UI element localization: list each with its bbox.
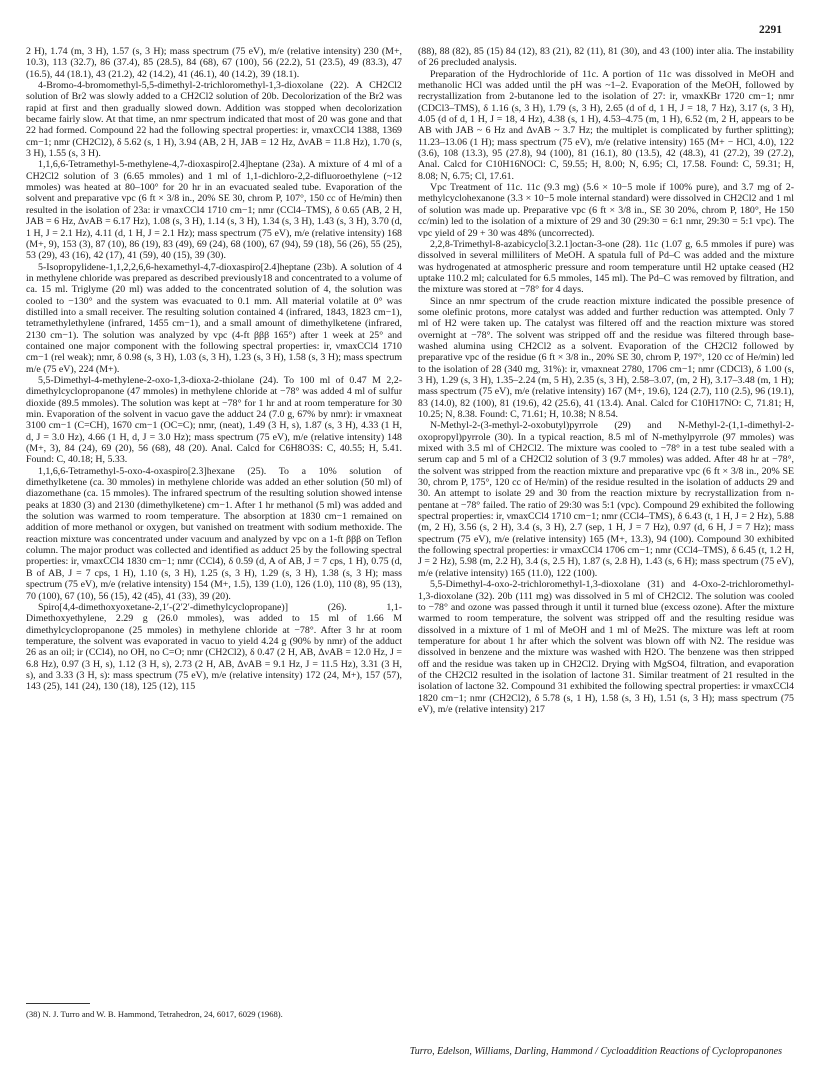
footnote: (38) N. J. Turro and W. B. Hammond, Tetrahedron, 24, 6017, 6029 (1968). [26, 1009, 283, 1019]
paragraph: 2 H), 1.74 (m, 3 H), 1.57 (s, 3 H); mass spectrum (75 eV), m/e (relative intensity) 230 (M+, 10.3), 113 (32.7), 86 (37.4), 85 (28.5), 84 (68), 67 (100), 56 (22.2), 51 (23.5), 49 (83.3), 47 (16.5), 44 (18.1), 43 (21.2), 42 (14.2), 41 (46.1), 40 (14.2), 39 (18.1). [26, 46, 402, 80]
running-footer: Turro, Edelson, Williams, Darling, Hammond / Cycloaddition Reactions of Cyclopropanones [409, 1046, 782, 1057]
paragraph: 5,5-Dimethyl-4-oxo-2-trichloromethyl-1,3-dioxolane (31) and 4-Oxo-2-trichloromethyl-1,3-dioxolane (32). 20b (111 mg) was dissolved in 5 ml of CH2Cl2. The solution was cooled to −78° and ozone was passed through it until it turned blue (excess ozone). After the mixture warmed to room temperature, the solvent was stripped off and the resulting residue was dissolved in a mixture of 1 ml of MeOH and 1 ml of Me2S. The mixture was left at room temperature for about 1 hr after which the solvent was blown off with N2. The residue was dissolved in benzene and the mixture was washed with H2O. The benzene was then stripped off and the residue was taken up in CH2Cl2. Drying with MgSO4, filtration, and evaporation of the CH2Cl2 resulted in the isolation of lactone 31. Similar treatment of 21 resulted in the isolation of lactone 32. Compound 31 exhibited the following spectral properties: ir νmaxCCl4 1820 cm−1; nmr (CH2Cl2), δ 5.78 (s, 1 H), 1.58 (s, 3 H), 1.51 (s, 3 H); mass spectrum (75 eV), m/e (relative intensity) 217 [418, 579, 794, 715]
paragraph: 2,2,8-Trimethyl-8-azabicyclo[3.2.1]octan-3-one (28). 11c (1.07 g, 6.5 mmoles if pure) was dissolved in several milliliters of MeOH. A spatula full of Pd–C was added and the mixture was hydrogenated at atmospheric pressure and room temperature until H2 uptake ceased (H2 uptake 110.2 ml; calculated for 6.5 mmoles, 145 ml). The Pd–C was removed by filtration, and the mixture was stored at −78° for 4 days. [418, 238, 794, 296]
paragraph: (88), 88 (82), 85 (15) 84 (12), 83 (21), 82 (11), 81 (30), and 43 (100) inter alia. The instability of 26 precluded analysis. [418, 46, 794, 69]
footnote-divider [26, 1003, 90, 1004]
left-column [26, 46, 402, 693]
paragraph: 4-Bromo-4-bromomethyl-5,5-dimethyl-2-trichloromethyl-1,3-dioxolane (22). A CH2Cl2 solution of Br2 was slowly added to a CH2Cl2 solution of 20b. Decolorization of the Br2 was rapid at first and then gradually slowed down. Addition was stopped when decolorization became fairly slow. At that time, an nmr spectrum indicated that most of 20 was gone and that 22 had formed. Compound 22 had the following spectral properties: ir, νmaxCCl4 1388, 1369 cm−1; nmr (CH2Cl2), δ 5.62 (s, 1 H), 3.94 (AB, 2 H, JAB = 12 Hz, ΔνAB = 11.8 Hz), 1.70 (s, 3 H), 1.55 (s, 3 H). [26, 80, 402, 160]
paragraph: 1,1,6,6-Tetramethyl-5-oxo-4-oxaspiro[2.3]hexane (25). To a 10% solution of dimethylketene (ca. 30 mmoles) in methylene chloride was added an ether solution (50 ml) of diazomethane (ca. 15 mmoles). The infrared spectrum of the resulting solution showed intense peaks at 1830 (3) and 2130 (dimethylketene) cm−1. After 1 hr methanol (5 ml) was added and the solution was warmed to room temperature. The absorption at 1830 cm−1 remained on addition of more methanol or oxygen, but vanished on treatment with sodium methoxide. The reaction mixture was concentrated under vacuum and analyzed by vpc on a 1-ft βββ on Teflon column. The major product was collected and identified as adduct 25 by the following spectral properties: ir, νmaxCCl4 1830 cm−1; nmr (CCl4), δ 0.59 (d, A of AB, J = 7 cps, 1 H), 0.75 (d, B of AB, J = 7 cps, 1 H), 1.10 (s, 3 H), 1.25 (s, 3 H), 1.29 (s, 3 H), 1.38 (s, 3 H); mass spectrum (75 eV), m/e (relative intensity) 154 (M+, 1.5), 139 (1.0), 126 (1.0), 110 (8), 95 (13), 70 (100), 67 (10), 56 (15), 42 (45), 41 (33), 39 (20). [26, 465, 402, 602]
paragraph: 5-Isopropylidene-1,1,2,2,6,6-hexamethyl-4,7-dioxaspiro[2.4]heptane (23b). A solution of 4 in methylene chloride was prepared as described previously18 and concentrated to a volume of ca. 15 ml. Triglyme (20 ml) was added to the concentrated solution of 4, the solution was cooled to −130° and the system was evacuated to 0.1 mm. All material volatile at 0° was distilled into a small receiver. The resulting solution contained 4 (infrared, 1843, 1823 cm−1), tetramethylethylene (infrared, 1455 cm−1), and a small amount of dimethylketene (infrared, 2130 cm−1). The solution was analyzed by vpc (4-ft βββ 165°) after 1 week at 25° and contained one major component with the following spectral properties: ir, νmaxCCl4 1710 cm−1 (rel weak); nmr, δ 0.98 (s, 3 H), 1.03 (s, 3 H), 1.23 (s, 3 H), 1.58 (s, 3 H); mass spectrum m/e (75 eV), 224 (M+). [26, 261, 402, 375]
paragraph: Since an nmr spectrum of the crude reaction mixture indicated the possible presence of some olefinic protons, more catalyst was added and further reduction was attempted. Only 7 ml of H2 were taken up. The catalyst was filtered off and the reaction mixture was stored overnight at −78°. The solvent was stripped off and the residue was filtered through base-washed alumina using CH2Cl2 as a solvent. Evaporation of the CH2Cl2 followed by preparative vpc of the residue (6 ft × 3/8 in., 20% SE 30, chrom P, 197°, 120 cc of He/min) led to the isolation of 28 (340 mg, 31%): ir, νmaxneat 2780, 1706 cm−1; nmr (CDCl3), δ 1.00 (s, 3 H), 1.29 (s, 3 H), 1.35–2.24 (m, 5 H), 2.35 (s, 3 H), 2.58–3.07, (m, 2 H), 3.17–3.48 (m, 1 H); mass spectrum (75 eV), m/e (relative intensity) 167 (M+, 19.6), 124 (2.7), 110 (2.5), 96 (19.1), 83 (14.0), 82 (100), 81 (19.6), 42 (25.6), 41 (13.4). Anal. Calcd for C10H17NO: C, 71.81; H, 10.25; N, 8.38. Found: C, 71.61; H, 10.38; N 8.54. [418, 295, 794, 420]
page-number: 2291 [759, 24, 782, 36]
paragraph: 5,5-Dimethyl-4-methylene-2-oxo-1,3-dioxa-2-thiolane (24). To 100 ml of 0.47 M 2,2-dimethylcyclopropanone (47 mmoles) in methylene chloride at −78° was added 4 ml of sulfur dioxide (89.5 mmoles). The solution was kept at −78° for 1 hr and at room temperature for 30 min. Evaporation of the solvent in vacuo gave the adduct 24 (7.0 g, 67% by nmr): ir νmaxneat 3100 cm−1 (C=CH), 1670 cm−1 (OC=C); nmr, (neat), 1.49 (3 H, s), 1.87 (s, 3 H), 4.33 (1 H, d, J = 3.0 Hz), 4.66 (1 H, d, J = 3.0 Hz); mass spectrum (75 eV), m/e (relative intensity) 148 (M+, 3), 84 (24), 69 (20), 56 (68), 48 (20). Anal. Calcd for C6H8O3S: C, 40.55; H, 5.41. Found: C, 40.18; H, 5.33. [26, 374, 402, 466]
paragraph: 1,1,6,6-Tetramethyl-5-methylene-4,7-dioxaspiro[2.4]heptane (23a). A mixture of 4 ml of a CH2Cl2 solution of 3 (6.65 mmoles) and 1 ml of 1,1-dichloro-2,2-difluoroethylene (~12 mmoles) was heated at 80–100° for 20 hr in an evacuated sealed tube. Evaporation of the solvent and preparative vpc (6 ft × 3/8 in., 20% SE 30, chrom P, 107°, 150 cc of He/min) then resulted in the isolation of 23a: ir νmaxCCl4 1710 cm−1; nmr (CCl4–TMS), δ 0.65 (AB, 2 H, JAB = 6 Hz, ΔνAB = 6.17 Hz), 1.08 (s, 3 H), 1.14 (s, 3 H), 1.34 (s, 3 H), 1.43 (s, 3 H), 3.70 (d, 1 H, J = 2.1 Hz), 4.11 (d, 1 H, J = 2.1 Hz); mass spectrum (75 eV), m/e (relative intensity) 168 (M+, 9), 153 (3), 87 (10), 86 (19), 83 (49), 69 (24), 68 (100), 67 (94), 59 (18), 56 (26), 55 (25), 53 (29), 43 (16), 42 (17), 41 (59), 40 (15), 39 (30). [26, 159, 402, 262]
paragraph: Preparation of the Hydrochloride of 11c. A portion of 11c was dissolved in MeOH and methanolic HCl was added until the pH was ~1–2. Evaporation of the MeOH, followed by recrystallization from 2-butanone led to the isolation of 27: ir, νmaxKBr 1720 cm−1; nmr (CDCl3–TMS), δ 1.16 (s, 3 H), 1.79 (s, 3 H), 2.65 (d of d, 1 H, J = 18, 7 Hz), 3.17 (s, 3 H), 4.05 (d of d, 1 H, J = 18, 4 Hz), 4.38 (s, 1 H), 4.53–4.75 (m, 1 H), 6.52 (m, 2 H, appears to be AB with JAB ~ 6 Hz and ΔνAB ~ 3.7 Hz; the multiplet is complicated by further splitting); 11.23–13.06 (1 H); mass spectrum (75 eV), m/e (relative intensity) 165 (M+ − HCl, 4.0), 122 (3.6), 108 (13.3), 95 (27.8), 94 (100), 81 (16.1), 80 (13.5), 42 (48.3), 41 (27.2), 39 (27.2), Anal. Calcd for C10H16NOCl: C, 59.55; H, 8.00; N, 6.95; Cl, 17.58. Found: C, 59.31; H, 8.08; N, 6.75; Cl, 17.61. [418, 68, 794, 182]
paragraph: Vpc Treatment of 11c. 11c (9.3 mg) (5.6 × 10−5 mole if 100% pure), and 3.7 mg of 2-methylcyclohexanone (3.3 × 10−5 mole internal standard) were dissolved in CH2Cl2 and 1 ml of solution was made up. Preparative vpc (6 ft × 3/8 in., SE 30 20%, chrom P, 180°, He 150 cc/min) led to the isolation of a mixture of 29 and 30 (29:30 = 6:1 nmr, 29:30 = 5:1 vpc). The vpc yield of 29 + 30 was 48% (uncorrected). [418, 182, 794, 239]
paragraph: N-Methyl-2-(3-methyl-2-oxobutyl)pyrrole (29) and N-Methyl-2-(1,1-dimethyl-2-oxopropyl)pyrrole (30). In a typical reaction, 8.5 ml of N-methylpyrrole (97 mmoles) was mixed with 3.5 ml of CH2Cl2. The mixture was cooled to −78° in a test tube sealed with a serum cap and 5 ml of a CH2Cl2 solution of 3 (9.7 mmoles) was added. After 48 hr at −78°, the solvent was stripped from the reaction mixture and preparative vpc (6 ft × 3/8 in., 20% SE 30, chrom P, 175°, 120 cc of He/min) of the residue resulted in the isolation of adducts 29 and 30. An attempt to isolate 29 and 30 from the reaction mixture by recrystallization from n-pentane at −78° failed. The ratio of 29:30 was 5:1 (vpc). Compound 29 exhibited the following spectral properties: ir, νmaxCCl4 1710 cm−1; nmr (CCl4–TMS), δ 6.43 (t, 1 H, J = 2 Hz), 5.88 (m, 2 H), 3.56 (s, 2 H), 3.4 (s, 3 H), 2.7 (sep, 1 H, J = 7 Hz), 0.97 (d, 6 H, J = 7 Hz); mass spectrum (75 eV), m/e (relative intensity) 165 (M+, 13.3), 94 (100). Compound 30 exhibited the following spectral properties: ir νmaxCCl4 1706 cm−1; nmr (CCl4–TMS), δ 6.45 (t, 1.2 H, J = 2 Hz), 5.98 (m, 2.2 H), 3.4 (s, 2.5 H), 1.87 (s, 2.8 H), 1.43 (s, 6 H); mass spectrum (75 eV), m/e (relative intensity) 165 (11.0), 122 (100). [418, 420, 794, 579]
paragraph: Spiro[4,4-dimethoxyoxetane-2,1′-(2′2′-dimethylcyclopropane)] (26). 1,1-Dimethoxyethylene, 2.29 g (26.0 mmoles), was added to 15 ml of 1.66 M dimethylcyclopropanone (25 mmoles) in methylene chloride at −78°. After 3 hr at room temperature, the solvent was evaporated in vacuo to yield 4.24 g (90% by nmr) of the adduct 26 as an oil; ir (CCl4), no OH, no C=O; nmr (CH2Cl2), δ 0.47 (2 H, AB, ΔνAB = 12.0 Hz, J = 6.8 Hz), 0.97 (3 H, s), 1.12 (3 H, s), 2.73 (2 H, AB, ΔνAB = 9.1 Hz, J = 11.5 Hz), 3.31 (3 H, s), and 3.33 (3 H, s): mass spectrum (75 eV), m/e (relative intensity) 172 (24, M+), 157 (57), 143 (25), 141 (24), 130 (18), 125 (12), 115 [26, 601, 402, 693]
right-column [418, 46, 794, 715]
